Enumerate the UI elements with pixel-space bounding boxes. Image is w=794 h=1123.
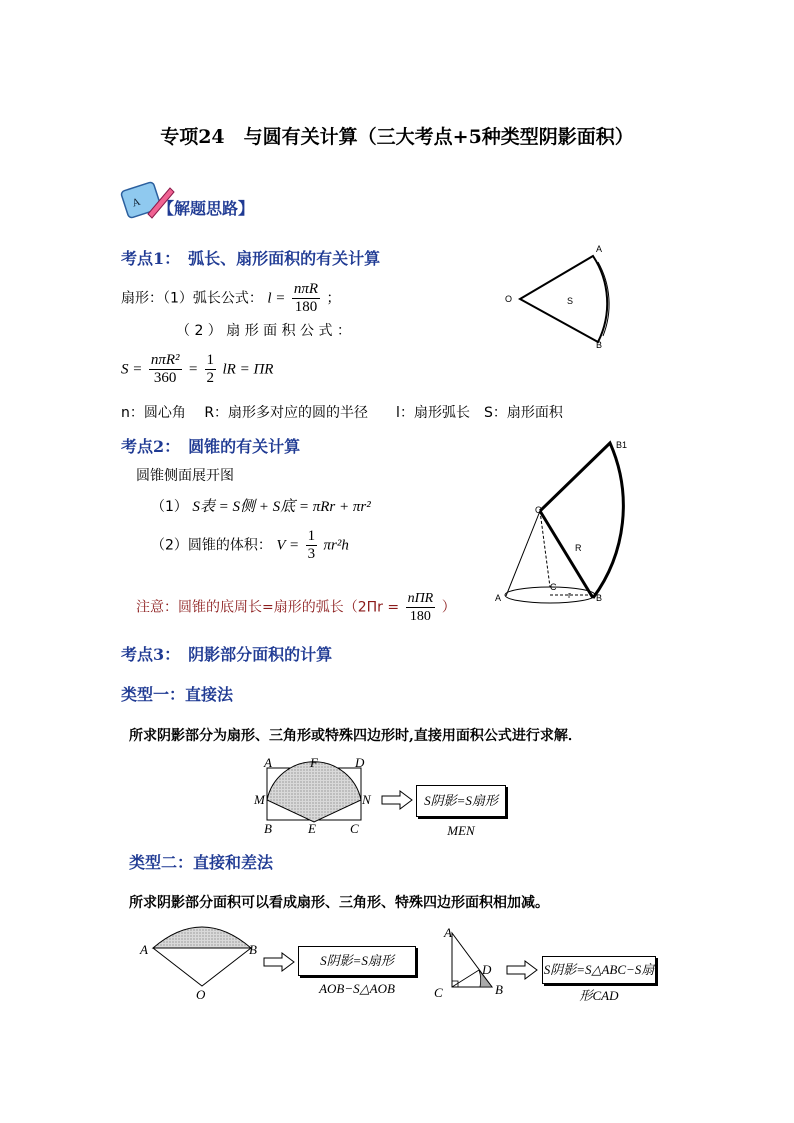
sector-label-S: S bbox=[567, 296, 574, 306]
sector-label-O: O bbox=[505, 294, 513, 304]
sector-label-A: A bbox=[596, 244, 603, 254]
k1-line3-lhs: S = bbox=[121, 361, 143, 378]
t1-label-A: A bbox=[264, 755, 272, 770]
cone-label-O: O bbox=[535, 505, 543, 515]
t1-heading: 类型一：直接法 bbox=[121, 685, 234, 704]
sector-label-B: B bbox=[596, 340, 603, 350]
t2-fig2-label-C: C bbox=[434, 985, 443, 1000]
k1-area-num: nπR² bbox=[150, 352, 180, 368]
t2-desc: 所求阴影部分面积可以看成扇形、三角形、特殊四边形面积相加减。 bbox=[129, 895, 549, 911]
k1-arc-den: 180 bbox=[294, 299, 318, 315]
t2-formula2: S阴影=S△ABC−S扇形CAD bbox=[542, 956, 656, 984]
cone-label-A: A bbox=[495, 593, 502, 603]
t1-formula: S阴影=S扇形MEN bbox=[416, 785, 506, 817]
t1-desc: 所求阴影部分为扇形、三角形或特殊四边形时,直接用面积公式进行求解． bbox=[129, 728, 582, 744]
k2-note bbox=[136, 590, 456, 625]
t2-fig2-label-D: D bbox=[482, 962, 492, 977]
cone-label-B1: B1 bbox=[616, 440, 628, 450]
k2-third-den: 3 bbox=[307, 546, 316, 562]
k2-f1 bbox=[151, 495, 371, 516]
t2-fig2-label-A: A bbox=[444, 925, 452, 940]
k1-arc-fraction bbox=[292, 281, 320, 316]
k2-third-num: 1 bbox=[307, 528, 316, 544]
k1-line3-rest: lR = ΠR bbox=[222, 361, 274, 378]
t1-label-C: C bbox=[350, 821, 359, 836]
cone-label-R: R bbox=[575, 543, 582, 553]
k2-note-fraction bbox=[406, 590, 436, 625]
k2-heading: 考点2： 圆锥的有关计算 bbox=[121, 437, 301, 456]
k1-line3-eq: = bbox=[187, 361, 199, 378]
k1-heading: 考点1： 弧长、扇形面积的有关计算 bbox=[121, 249, 381, 268]
k2-f2-rest: πr²h bbox=[323, 537, 349, 554]
t1-label-E: E bbox=[308, 821, 316, 836]
cone-label-B: B bbox=[596, 593, 603, 603]
k2-f1-formula: S表 = S侧 + S底 = πRr + πr² bbox=[192, 499, 371, 515]
k1-line3 bbox=[121, 352, 273, 387]
k1-half-den: 2 bbox=[206, 370, 215, 386]
t2-heading: 类型二：直接和差法 bbox=[129, 853, 274, 872]
k1-half-fraction bbox=[205, 352, 217, 387]
k1-line1-lhs: l = bbox=[267, 290, 286, 307]
t1-label-B: B bbox=[264, 821, 272, 836]
k2-f2 bbox=[151, 528, 349, 563]
k1-arc-num: nπR bbox=[293, 281, 319, 297]
k1-line1-prefix: 扇形：（1）弧长公式： bbox=[121, 290, 263, 307]
k1-legend: n：圆心角 R：扇形多对应的圆的半径 l：扇形弧长 S：扇形面积 bbox=[121, 405, 563, 421]
t2-formula1: S阴影=S扇形AOB−S△AOB bbox=[298, 946, 416, 976]
k2-f1-prefix: （1） bbox=[151, 499, 188, 515]
t2-fig1-label-A: A bbox=[140, 942, 148, 957]
t1-label-N: N bbox=[362, 792, 371, 807]
k2-note-den: 180 bbox=[409, 609, 431, 624]
page-title: 专项24 与圆有关计算（三大考点+5种类型阴影面积） bbox=[160, 126, 634, 148]
t2-arrow2-icon bbox=[505, 960, 539, 980]
t1-label-D: D bbox=[355, 755, 365, 770]
sector-label-l: l bbox=[606, 296, 608, 306]
badge-label: 【解题思路】 bbox=[158, 199, 255, 218]
t2-figure1 bbox=[148, 920, 258, 992]
k1-line1-suffix: ； bbox=[326, 290, 341, 307]
k1-half-num: 1 bbox=[206, 352, 215, 368]
k1-line2: （ 2 ） 扇 形 面 积 公 式 ： bbox=[176, 323, 351, 339]
t2-fig1-label-O: O bbox=[196, 987, 206, 1002]
k2-sub: 圆锥侧面展开图 bbox=[136, 468, 234, 484]
cone-label-r: r bbox=[568, 590, 571, 600]
k3-heading: 考点3： 阴影部分面积的计算 bbox=[121, 645, 333, 664]
t2-arrow1-icon bbox=[262, 952, 296, 972]
t1-label-M: M bbox=[254, 792, 265, 807]
badge bbox=[118, 178, 283, 226]
k1-line1 bbox=[121, 281, 341, 316]
t2-fig1-label-B: B bbox=[249, 942, 257, 957]
k2-f2-prefix: （2）圆锥的体积： bbox=[151, 537, 272, 554]
k1-area-fraction bbox=[149, 352, 182, 387]
k2-note-suffix: ） bbox=[441, 599, 456, 616]
k2-f2-lhs: V = bbox=[276, 537, 300, 554]
k1-area-den: 360 bbox=[153, 370, 177, 386]
cone-label-C: C bbox=[550, 582, 557, 592]
cone-figure bbox=[490, 435, 650, 610]
t1-arrow-icon bbox=[380, 790, 414, 810]
svg-text:A: A bbox=[131, 196, 142, 210]
k2-note-num: nΠR bbox=[407, 591, 434, 606]
k2-note-prefix: 注意：圆锥的底周长=扇形的弧长（2Πr = bbox=[136, 599, 400, 616]
k2-third-fraction bbox=[306, 528, 318, 563]
t1-label-F: F bbox=[310, 755, 318, 770]
t2-fig2-label-B: B bbox=[495, 982, 503, 997]
